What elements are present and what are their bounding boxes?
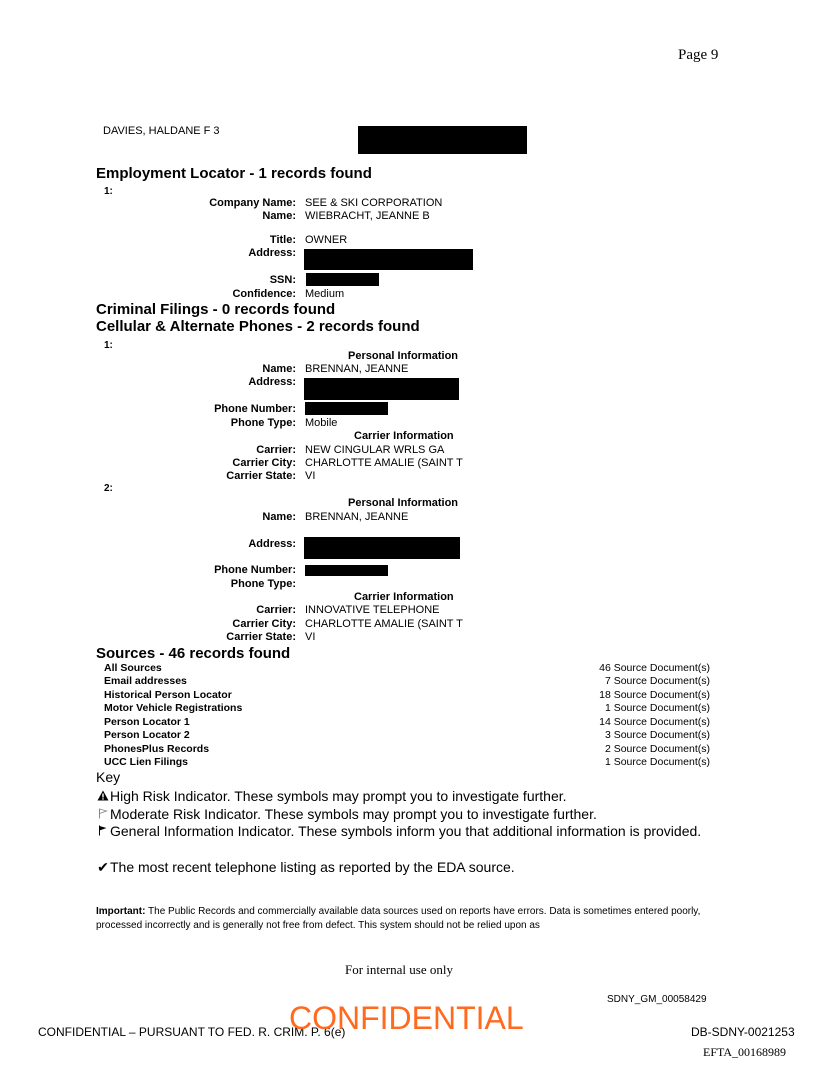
- key-title: Key: [96, 769, 121, 785]
- carrier-city-value: CHARLOTTE AMALIE (SAINT T: [305, 618, 463, 630]
- source-name: Motor Vehicle Registrations: [104, 702, 243, 714]
- source-count: 1 Source Document(s): [604, 756, 710, 768]
- confidence-value: Medium: [305, 288, 345, 300]
- phone-address-label: Address:: [248, 376, 296, 388]
- bates-efta: EFTA_00168989: [703, 1045, 787, 1059]
- carrier-state-label: Carrier State:: [226, 631, 296, 643]
- phone-number-label: Phone Number:: [214, 403, 296, 415]
- checkmark-icon: ✔: [97, 859, 109, 875]
- carrier-value: NEW CINGULAR WRLS GA: [305, 444, 445, 456]
- important-label: Important:: [96, 906, 146, 917]
- phone-type-label: Phone Type:: [230, 417, 296, 429]
- source-count: 14 Source Document(s): [599, 716, 710, 728]
- confidential-footer: CONFIDENTIAL – PURSUANT TO FED. R. CRIM. P. 6(e): [38, 1025, 346, 1039]
- source-name: PhonesPlus Records: [104, 743, 210, 755]
- bates-db: DB-SDNY-0021253: [691, 1025, 795, 1039]
- source-name: UCC Lien Filings: [104, 756, 188, 768]
- key-general-info-text: General Information Indicator. These symbols inform you that additional information is provided.: [110, 823, 702, 839]
- company-name-value: SEE & SKI CORPORATION: [305, 197, 443, 209]
- key-high-risk-text: High Risk Indicator. These symbols may prompt you to investigate further.: [110, 788, 567, 804]
- source-count: 18 Source Document(s): [599, 689, 710, 701]
- outline-flag-icon: [96, 806, 110, 822]
- personal-info-heading: Personal Information: [348, 350, 459, 362]
- redaction-block: [306, 273, 379, 286]
- carrier-city-value: CHARLOTTE AMALIE (SAINT T: [305, 457, 463, 469]
- source-count: 7 Source Document(s): [604, 675, 710, 687]
- key-general-info: [96, 823, 736, 840]
- key-moderate-risk: [96, 806, 597, 822]
- bates-gm: SDNY_GM_00058429: [607, 994, 707, 1005]
- carrier-value: INNOVATIVE TELEPHONE: [305, 604, 440, 616]
- carrier-state-label: Carrier State:: [226, 470, 296, 482]
- source-name: Email addresses: [104, 675, 187, 687]
- confidential-watermark: CONFIDENTIAL: [289, 1000, 524, 1036]
- solid-flag-icon: [96, 823, 110, 840]
- employment-address-label: Address:: [248, 247, 296, 259]
- carrier-info-heading: Carrier Information: [354, 591, 454, 603]
- subject-name: DAVIES, HALDANE F 3: [103, 125, 220, 137]
- key-moderate-risk-text: Moderate Risk Indicator. These symbols may prompt you to investigate further.: [110, 806, 597, 822]
- ssn-label: SSN:: [269, 274, 296, 286]
- record-index: 1:: [104, 340, 113, 351]
- carrier-label: Carrier:: [256, 444, 296, 456]
- job-title-label: Title:: [269, 234, 296, 246]
- key-recent-phone-text: The most recent telephone listing as reported by the EDA source.: [110, 859, 515, 875]
- important-notice: [96, 905, 736, 933]
- phones-heading: Cellular & Alternate Phones - 2 records found: [96, 318, 420, 335]
- criminal-filings-heading: Criminal Filings - 0 records found: [96, 301, 336, 318]
- redaction-block: [304, 537, 460, 559]
- source-name: All Sources: [104, 662, 162, 674]
- phone-name-label: Name:: [262, 511, 296, 523]
- phone-number-label: Phone Number:: [214, 564, 296, 576]
- redaction-block: [305, 565, 388, 576]
- job-title-value: OWNER: [305, 234, 348, 246]
- phone-name-label: Name:: [262, 363, 296, 375]
- redaction-block: [304, 378, 459, 400]
- employee-name-label: Name:: [262, 210, 296, 222]
- warning-triangle-icon: [96, 788, 110, 804]
- source-count: 1 Source Document(s): [604, 702, 710, 714]
- carrier-info-heading: Carrier Information: [354, 430, 454, 442]
- important-text: The Public Records and commercially available data sources used on reports have errors. Data is sometimes entered poorly, processed incorrectly and is generally not free from defect. This system should not be relied upon as: [96, 906, 701, 931]
- key-recent-phone: [96, 859, 515, 876]
- key-high-risk: [96, 788, 567, 804]
- company-name-label: Company Name:: [209, 197, 296, 209]
- sources-heading: Sources - 46 records found: [96, 645, 291, 662]
- carrier-state-value: VI: [305, 470, 316, 482]
- source-count: 3 Source Document(s): [604, 729, 710, 741]
- employee-name-value: WIEBRACHT, JEANNE B: [305, 210, 430, 222]
- page-number: Page 9: [678, 47, 719, 63]
- carrier-state-value: VI: [305, 631, 316, 643]
- carrier-city-label: Carrier City:: [232, 457, 296, 469]
- source-name: Person Locator 2: [104, 729, 190, 741]
- redaction-block: [305, 402, 388, 415]
- carrier-city-label: Carrier City:: [232, 618, 296, 630]
- carrier-label: Carrier:: [256, 604, 296, 616]
- phone-name-value: BRENNAN, JEANNE: [305, 363, 409, 375]
- personal-info-heading: Personal Information: [348, 497, 459, 509]
- source-name: Historical Person Locator: [104, 689, 232, 701]
- record-index: 1:: [104, 186, 113, 197]
- source-name: Person Locator 1: [104, 716, 190, 728]
- phone-name-value: BRENNAN, JEANNE: [305, 511, 409, 523]
- internal-use-notice: For internal use only: [345, 962, 453, 977]
- record-index: 2:: [104, 483, 113, 494]
- phone-type-label: Phone Type:: [230, 578, 296, 590]
- phone-address-label: Address:: [248, 538, 296, 550]
- source-count: 46 Source Document(s): [599, 662, 710, 674]
- redaction-block: [358, 126, 527, 154]
- confidence-label: Confidence:: [232, 288, 296, 300]
- employment-heading: Employment Locator - 1 records found: [96, 165, 372, 182]
- phone-type-value: Mobile: [305, 417, 338, 429]
- source-count: 2 Source Document(s): [604, 743, 710, 755]
- redaction-block: [304, 249, 473, 270]
